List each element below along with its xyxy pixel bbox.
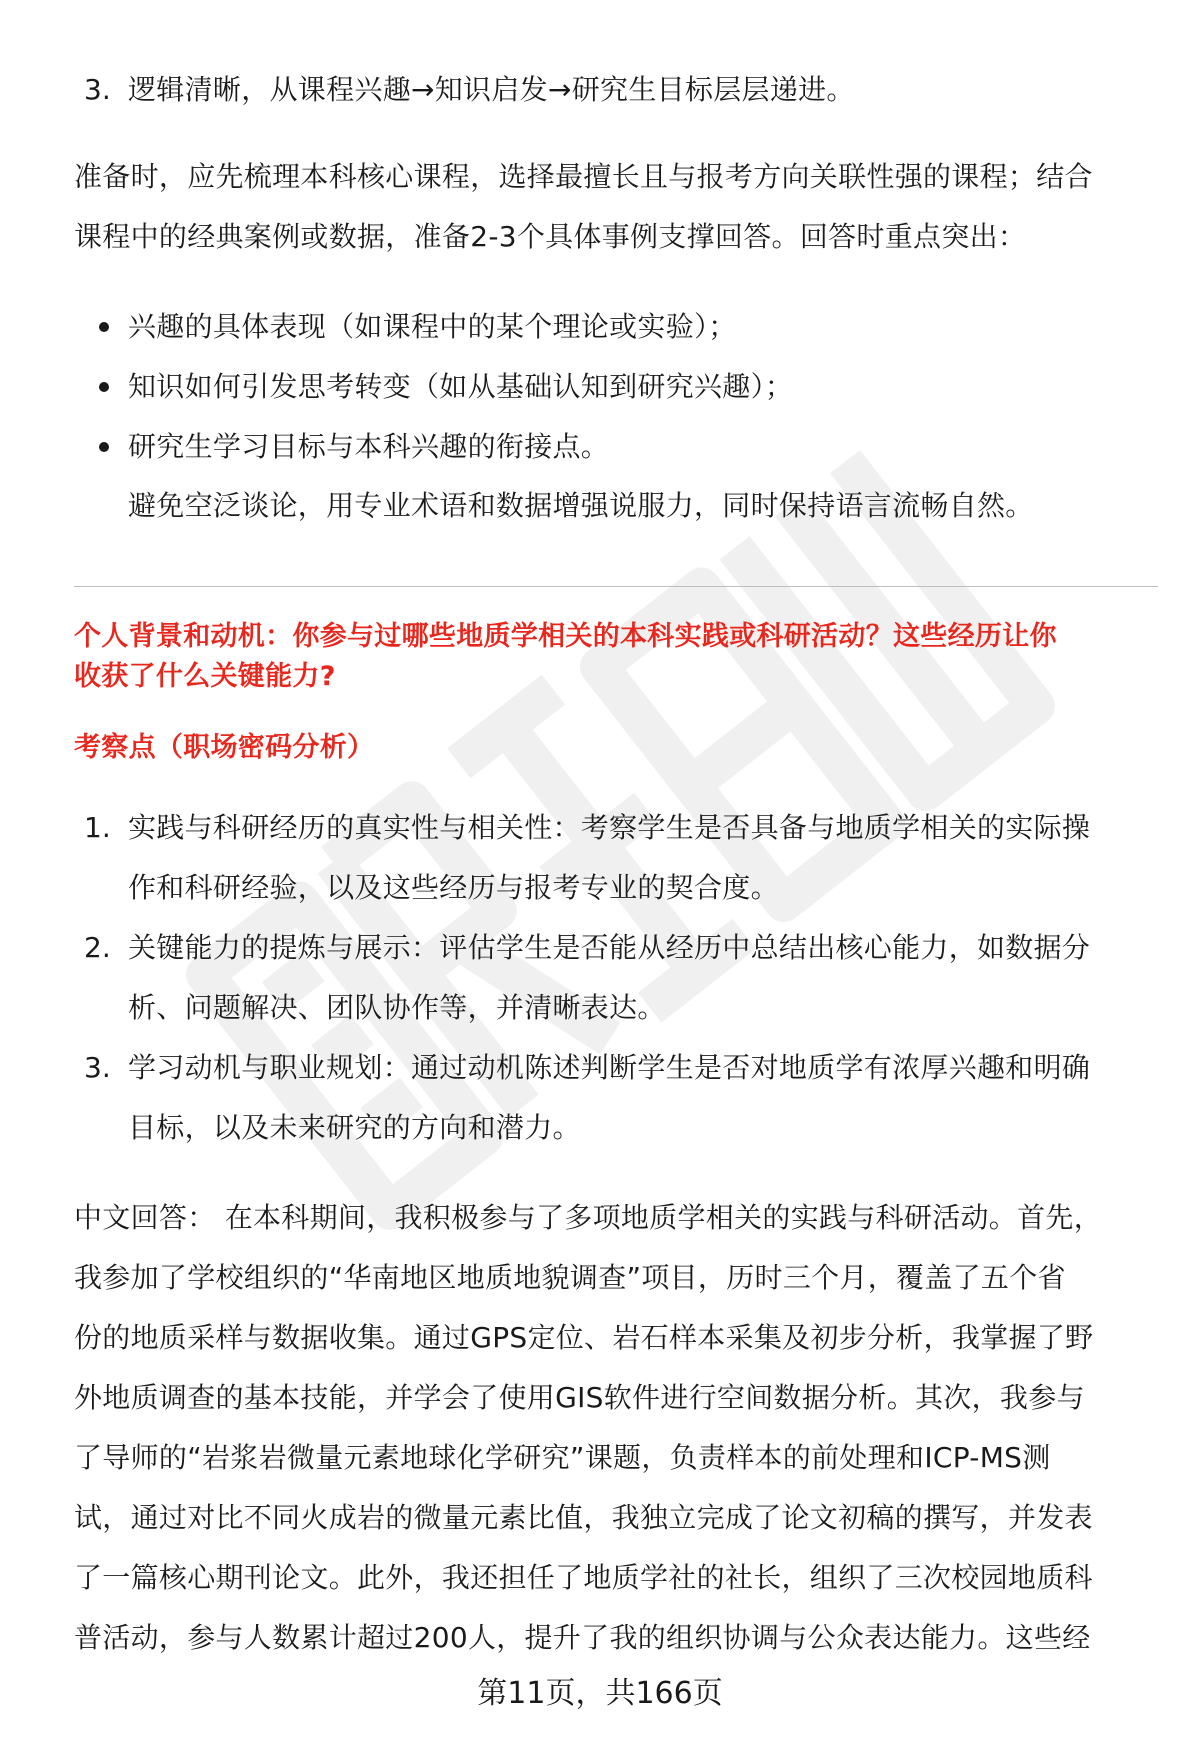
list-item-text: 逻辑清晰，从课程兴趣→知识启发→研究生目标层层递进。 xyxy=(128,73,855,106)
point-text-line: 关键能力的提炼与展示：评估学生是否能从经历中总结出核心能力，如数据分 xyxy=(128,931,1091,964)
bullet-item: 知识如何引发思考转变（如从基础认知到研究兴趣）； xyxy=(128,370,794,403)
answer-line: 试，通过对比不同火成岩的微量元素比值，我独立完成了论文初稿的撰写，并发表 xyxy=(74,1501,1093,1534)
section-heading: 考察点（职场密码分析） xyxy=(74,732,375,763)
answer-line: 了导师的“岩浆岩微量元素地球化学研究”课题，负责样本的前处理和ICP-MS测 xyxy=(74,1441,1051,1474)
bullet-icon xyxy=(99,382,109,392)
page-number-footer: 第11页，共166页 xyxy=(477,1676,723,1711)
point-number: 3. xyxy=(84,1051,111,1084)
answer-line: 外地质调查的基本技能，并学会了使用GIS软件进行空间数据分析。其次，我参与 xyxy=(74,1381,1085,1414)
question-heading-line: 个人背景和动机：你参与过哪些地质学相关的本科实践或科研活动？这些经历让你 xyxy=(74,621,1057,652)
answer-line: 中文回答： 在本科期间，我积极参与了多项地质学相关的实践与科研活动。首先， xyxy=(74,1201,1103,1234)
prep-paragraph-line: 准备时，应先梳理本科核心课程，选择最擅长且与报考方向关联性强的课程；结合 xyxy=(74,160,1093,193)
prep-paragraph-line: 课程中的经典案例或数据，准备2-3个具体事例支撑回答。回答时重点突出： xyxy=(74,220,1027,253)
answer-line: 了一篇核心期刊论文。此外，我还担任了地质学社的社长，组织了三次校园地质科 xyxy=(74,1561,1093,1594)
point-text-line: 析、问题解决、团队协作等，并清晰表达。 xyxy=(128,991,666,1024)
bullet-followup-text: 避免空泛谈论，用专业术语和数据增强说服力，同时保持语言流畅自然。 xyxy=(128,489,1034,522)
point-text-line: 目标，以及未来研究的方向和潜力。 xyxy=(128,1111,581,1144)
point-text-line: 学习动机与职业规划：通过动机陈述判断学生是否对地质学有浓厚兴趣和明确 xyxy=(128,1051,1091,1084)
bullet-icon xyxy=(99,322,109,332)
bullet-item: 兴趣的具体表现（如课程中的某个理论或实验）； xyxy=(128,310,737,343)
point-text-line: 实践与科研经历的真实性与相关性：考察学生是否具备与地质学相关的实际操 xyxy=(128,811,1091,844)
answer-line: 普活动，参与人数累计超过200人，提升了我的组织协调与公众表达能力。这些经 xyxy=(74,1621,1091,1654)
point-text-line: 作和科研经验，以及这些经历与报考专业的契合度。 xyxy=(128,871,779,904)
bullet-icon xyxy=(99,442,109,452)
bullet-item: 研究生学习目标与本科兴趣的衔接点。 xyxy=(128,430,610,463)
answer-line: 份的地质采样与数据收集。通过GPS定位、岩石样本采集及初步分析，我掌握了野 xyxy=(74,1321,1094,1354)
question-heading-line: 收获了什么关键能力? xyxy=(74,661,336,692)
answer-line: 我参加了学校组织的“华南地区地质地貌调查”项目，历时三个月，覆盖了五个省 xyxy=(74,1261,1066,1294)
point-number: 2. xyxy=(84,931,111,964)
section-divider xyxy=(74,586,1158,587)
point-number: 1. xyxy=(84,811,111,844)
list-item-number: 3. xyxy=(84,73,111,106)
